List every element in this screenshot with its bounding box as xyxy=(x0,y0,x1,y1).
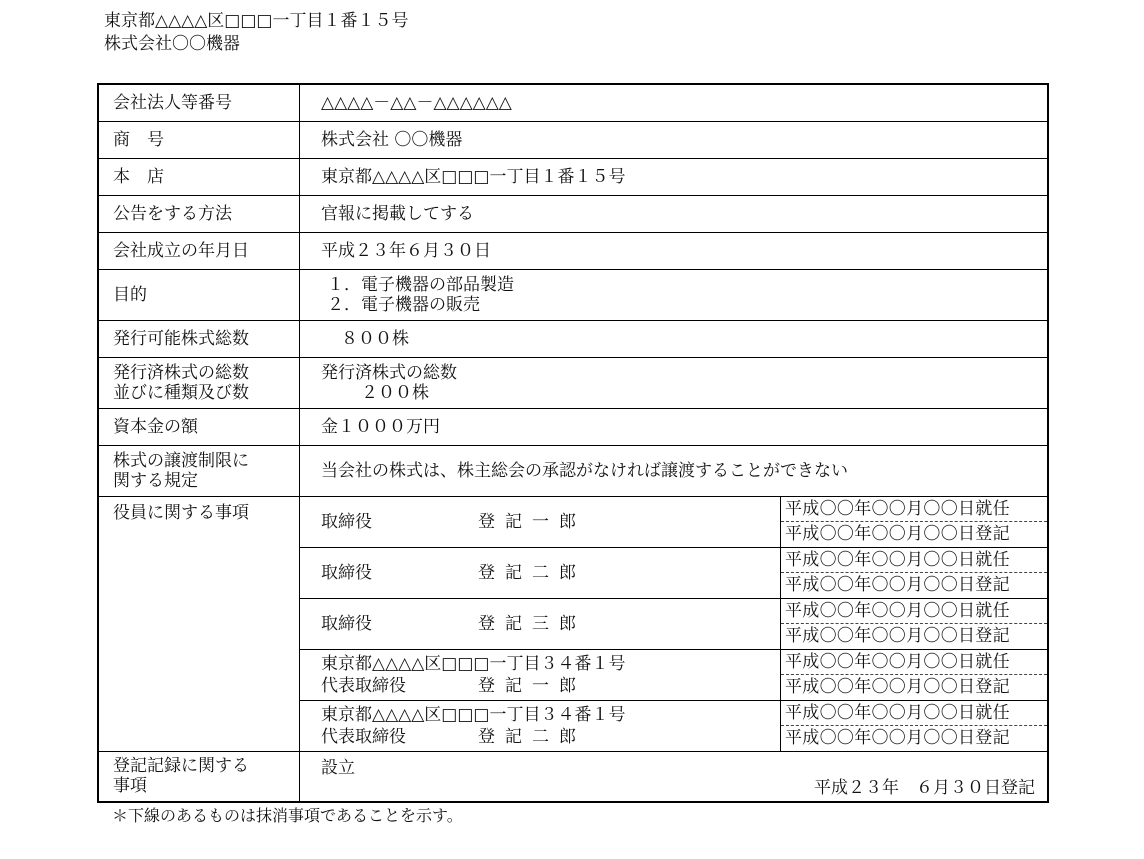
officer-appointed-date: 平成〇〇年〇〇月〇〇日就任 xyxy=(781,650,1047,676)
transfer-restriction-label xyxy=(98,445,300,496)
table-row xyxy=(98,408,1048,445)
officer-role: 取締役 xyxy=(321,562,372,583)
table-row xyxy=(98,232,1048,269)
authorized-shares-label: 発行可能株式総数 xyxy=(98,320,300,357)
registry-record-date: 平成２３年 ６月３０日登記 xyxy=(814,778,1035,798)
header-company-name: 株式会社〇〇機器 xyxy=(104,34,240,54)
purpose-item-1: １．電子機器の部品製造 xyxy=(327,274,514,295)
officers-label: 役員に関する事項 xyxy=(98,496,300,751)
table-row xyxy=(98,195,1048,232)
trade-name-value: 株式会社 〇〇機器 xyxy=(300,121,1049,158)
table-row xyxy=(98,269,1048,320)
issued-shares-label xyxy=(98,357,300,408)
established-value: 平成２３年６月３０日 xyxy=(300,232,1049,269)
established-label: 会社成立の年月日 xyxy=(98,232,300,269)
officer-name: 登 記 二 郎 xyxy=(478,562,576,583)
officer-entry xyxy=(300,548,1047,599)
head-office-label: 本 店 xyxy=(98,158,300,195)
issued-shares-value xyxy=(300,357,1049,408)
officer-registered-date: 平成〇〇年〇〇月〇〇日登記 xyxy=(785,728,1010,749)
footnote: ＊下線のあるものは抹消事項であることを示す。 xyxy=(112,806,463,825)
officer-appointed-date: 平成〇〇年〇〇月〇〇日就任 xyxy=(781,599,1047,625)
officer-name: 登 記 二 郎 xyxy=(478,726,576,747)
header-address: 東京都△△△△区□□□一丁目１番１５号 xyxy=(104,11,409,31)
officer-address: 東京都△△△△区□□□一丁目３４番１号 xyxy=(321,704,626,725)
purpose-value xyxy=(300,269,1049,320)
table-row xyxy=(98,320,1048,357)
officer-appointed-date: 平成〇〇年〇〇月〇〇日就任 xyxy=(781,701,1047,727)
authorized-shares-amount: ８００株 xyxy=(341,328,409,349)
corp-number-value: △△△△－△△－△△△△△△ xyxy=(300,84,1049,121)
table-row xyxy=(98,496,1048,751)
officer-registered-date: 平成〇〇年〇〇月〇〇日登記 xyxy=(785,524,1010,545)
registry-record-title: 設立 xyxy=(321,757,355,778)
officer-role: 代表取締役 xyxy=(321,726,406,747)
officer-address: 東京都△△△△区□□□一丁目３４番１号 xyxy=(321,653,626,674)
transfer-restriction-value: 当会社の株式は、株主総会の承認がなければ譲渡することができない xyxy=(300,445,1049,496)
table-row xyxy=(98,445,1048,496)
officer-registered-date: 平成〇〇年〇〇月〇〇日登記 xyxy=(785,626,1010,647)
capital-value: 金１０００万円 xyxy=(300,408,1049,445)
corp-number-label: 会社法人等番号 xyxy=(98,84,300,121)
officer-appointed-date: 平成〇〇年〇〇月〇〇日就任 xyxy=(781,497,1047,523)
officer-entry xyxy=(300,650,1047,701)
registry-record-label-line1: 登記記録に関する xyxy=(113,756,249,777)
table-row xyxy=(98,158,1048,195)
issued-shares-amount: ２００株 xyxy=(361,382,429,403)
trade-name-label: 商 号 xyxy=(98,121,300,158)
registry-table xyxy=(97,83,1049,803)
registry-record-label-line2: 事項 xyxy=(113,776,147,797)
officer-role: 取締役 xyxy=(321,511,372,532)
issued-shares-label-line1: 発行済株式の総数 xyxy=(113,362,249,383)
officer-registered-date: 平成〇〇年〇〇月〇〇日登記 xyxy=(785,575,1010,596)
officer-name: 登 記 一 郎 xyxy=(478,511,576,532)
table-row xyxy=(98,84,1048,121)
officers-list xyxy=(300,496,1049,751)
officer-role: 取締役 xyxy=(321,613,372,634)
registry-record-value xyxy=(300,751,1049,802)
officer-appointed-date: 平成〇〇年〇〇月〇〇日就任 xyxy=(781,548,1047,574)
officer-name: 登 記 三 郎 xyxy=(478,613,576,634)
purpose-item-2: ２．電子機器の販売 xyxy=(327,294,480,315)
table-row xyxy=(98,121,1048,158)
authorized-shares-value xyxy=(300,320,1049,357)
head-office-value: 東京都△△△△区□□□一丁目１番１５号 xyxy=(300,158,1049,195)
public-notice-label: 公告をする方法 xyxy=(98,195,300,232)
officer-name: 登 記 一 郎 xyxy=(478,675,576,696)
registry-record-label xyxy=(98,751,300,802)
purpose-label: 目的 xyxy=(98,269,300,320)
capital-label: 資本金の額 xyxy=(98,408,300,445)
officer-role: 代表取締役 xyxy=(321,675,406,696)
table-row xyxy=(98,357,1048,408)
officer-entry xyxy=(300,497,1047,548)
officer-registered-date: 平成〇〇年〇〇月〇〇日登記 xyxy=(785,677,1010,698)
officer-entry xyxy=(300,599,1047,650)
transfer-restriction-label-line1: 株式の譲渡制限に xyxy=(113,450,249,471)
issued-shares-heading: 発行済株式の総数 xyxy=(321,362,457,383)
transfer-restriction-label-line2: 関する規定 xyxy=(113,470,198,491)
issued-shares-label-line2: 並びに種類及び数 xyxy=(113,382,249,403)
officer-entry xyxy=(300,701,1047,751)
public-notice-value: 官報に掲載してする xyxy=(300,195,1049,232)
table-row xyxy=(98,751,1048,802)
